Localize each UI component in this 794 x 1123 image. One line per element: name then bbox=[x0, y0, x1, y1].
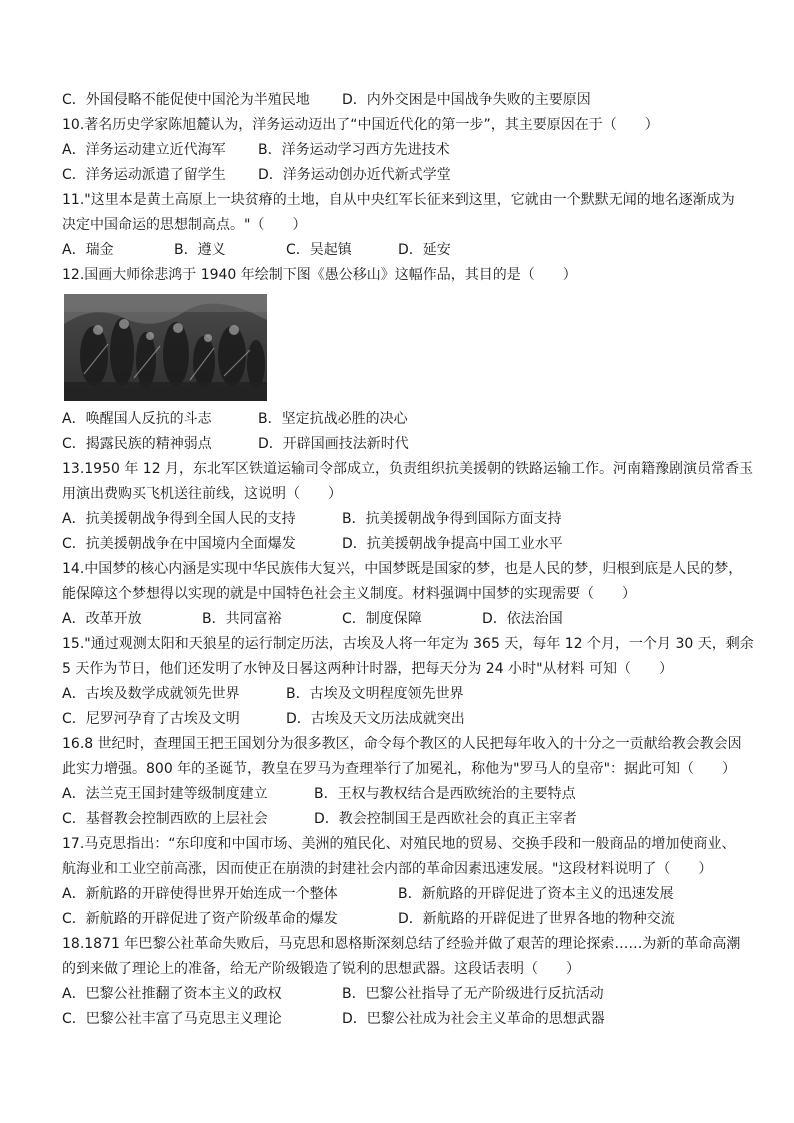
q13-option-b[interactable]: B．抗美援朝战争得到国际方面支持 bbox=[342, 511, 562, 527]
q13-options-row-1 bbox=[62, 507, 738, 532]
q10-options-row-2 bbox=[62, 163, 738, 188]
q11-stem-line-1: 11."这里本是黄土高原上一块贫瘠的土地，自从中央红军长征来到这里，它就由一个默默无闻的地名逐渐成为 bbox=[62, 192, 735, 208]
question-11 bbox=[62, 188, 738, 263]
q16-options-row-2 bbox=[62, 807, 738, 832]
q17-stem-line-2: 航海业和工业空前高涨，因而使正在崩溃的封建社会内部的革命因素迅速发展。"这段材料说明了（ ） bbox=[62, 861, 713, 877]
q18-option-b[interactable]: B．巴黎公社指导了无产阶级进行反抗活动 bbox=[342, 986, 604, 1002]
q14-options-row bbox=[62, 607, 738, 632]
q18-option-c[interactable]: C．巴黎公社丰富了马克思主义理论 bbox=[62, 1011, 282, 1027]
q15-stem-line-1: 15."通过观测太阳和天狼星的运行制定历法，古埃及人将一年定为 365 天，每年 12 个月，一个月 30 天，剩余 bbox=[62, 636, 754, 652]
q17-option-b[interactable]: B．新航路的开辟促进了资本主义的迅速发展 bbox=[398, 886, 674, 902]
q14-stem-line-1: 14.中国梦的核心内涵是实现中华民族伟大复兴，中国梦既是国家的梦，也是人民的梦，归根到底是人民的梦， bbox=[62, 561, 743, 577]
q12-option-a[interactable]: A．唤醒国人反抗的斗志 bbox=[62, 411, 212, 427]
q18-stem-line-1: 18.1871 年巴黎公社革命失败后，马克思和恩格斯深刻总结了经验并做了艰苦的理论探索……为新的革命高潮 bbox=[62, 936, 741, 952]
q10-stem: 10.著名历史学家陈旭麓认为，洋务运动迈出了“中国近代化的第一步”，其主要原因在于（ ） bbox=[62, 117, 659, 133]
q15-stem-line-2: 5 天作为节日，他们还发明了水钟及日晷这两种计时器，把每天分为 24 小时"从材料 可知（ ） bbox=[62, 661, 673, 677]
question-12 bbox=[62, 263, 738, 457]
q11-options-row bbox=[62, 238, 738, 263]
q16-options-row-1 bbox=[62, 782, 738, 807]
painting-illustration bbox=[64, 294, 267, 401]
q10-option-d[interactable]: D．洋务运动创办近代新式学堂 bbox=[258, 167, 451, 183]
q14-option-b[interactable]: B．共同富裕 bbox=[202, 611, 282, 627]
q17-stem-line-1: 17.马克思指出：“东印度和中国市场、美洲的殖民化、对殖民地的贸易、交换手段和一般商品的增加使商业、 bbox=[62, 836, 736, 852]
q18-option-d[interactable]: D．巴黎公社成为社会主义革命的思想武器 bbox=[342, 1011, 605, 1027]
q11-option-c[interactable]: C．吴起镇 bbox=[286, 242, 352, 258]
q11-option-d[interactable]: D．延安 bbox=[398, 242, 451, 258]
q15-option-a[interactable]: A．古埃及数学成就领先世界 bbox=[62, 686, 240, 702]
q11-option-a[interactable]: A．瑞金 bbox=[62, 242, 114, 258]
q17-option-a[interactable]: A．新航路的开辟使得世界开始连成一个整体 bbox=[62, 886, 338, 902]
q16-option-b[interactable]: B．王权与教权结合是西欧统治的主要特点 bbox=[314, 786, 576, 802]
q14-stem-line-2: 能保障这个梦想得以实现的就是中国特色社会主义制度。材料强调中国梦的实现需要（ ） bbox=[62, 586, 636, 602]
q13-option-d[interactable]: D．抗美援朝战争提高中国工业水平 bbox=[342, 536, 563, 552]
q13-stem-line-1: 13.1950 年 12 月，东北军区铁道运输司令部成立，负责组织抗美援朝的铁路运输工作。河南籍豫剧演员常香玉 bbox=[62, 461, 754, 477]
q16-option-d[interactable]: D．教会控制国王是西欧社会的真正主宰者 bbox=[314, 811, 577, 827]
q12-option-c[interactable]: C．揭露民族的精神弱点 bbox=[62, 436, 212, 452]
q9-option-c[interactable]: C．外国侵略不能促使中国沦为半殖民地 bbox=[62, 92, 310, 108]
q17-options-row-2 bbox=[62, 907, 738, 932]
q16-stem-line-2: 此实力增强。800 年的圣诞节，教皇在罗马为查理举行了加冕礼，称他为"罗马人的皇帝"：据此可知（ ） bbox=[62, 761, 737, 777]
q18-options-row-2 bbox=[62, 1007, 738, 1032]
q12-options-row-1 bbox=[62, 407, 738, 432]
q15-options-row-1 bbox=[62, 682, 738, 707]
q13-option-c[interactable]: C．抗美援朝战争在中国境内全面爆发 bbox=[62, 536, 296, 552]
q15-option-c[interactable]: C．尼罗河孕育了古埃及文明 bbox=[62, 711, 240, 727]
question-17 bbox=[62, 832, 738, 932]
q12-option-b[interactable]: B．坚定抗战必胜的决心 bbox=[258, 411, 408, 427]
q14-option-a[interactable]: A．改革开放 bbox=[62, 611, 142, 627]
question-13 bbox=[62, 457, 754, 557]
q17-options-row-1 bbox=[62, 882, 738, 907]
q13-options-row-2 bbox=[62, 532, 738, 557]
question-15 bbox=[62, 632, 754, 732]
q18-options-row-1 bbox=[62, 982, 738, 1007]
q9-options-row-2 bbox=[62, 88, 738, 113]
q16-stem-line-1: 16.8 世纪时，查理国王把王国划分为很多教区，命令每个教区的人民把每年收入的十分之一贡献给教会教会因 bbox=[62, 736, 742, 752]
q16-option-a[interactable]: A．法兰克王国封建等级制度建立 bbox=[62, 786, 268, 802]
question-list bbox=[62, 88, 754, 1032]
q11-option-b[interactable]: B．遵义 bbox=[174, 242, 226, 258]
q17-option-c[interactable]: C．新航路的开辟促进了资产阶级革命的爆发 bbox=[62, 911, 338, 927]
q13-stem-line-2: 用演出费购买飞机送往前线，这说明（ ） bbox=[62, 486, 342, 502]
q18-option-a[interactable]: A．巴黎公社推翻了资本主义的政权 bbox=[62, 986, 282, 1002]
q14-option-d[interactable]: D．依法治国 bbox=[482, 611, 563, 627]
question-18 bbox=[62, 932, 741, 1032]
q16-option-c[interactable]: C．基督教会控制西欧的上层社会 bbox=[62, 811, 268, 827]
q9-option-d[interactable]: D．内外交困是中国战争失败的主要原因 bbox=[342, 92, 591, 108]
q13-option-a[interactable]: A．抗美援朝战争得到全国人民的支持 bbox=[62, 511, 296, 527]
q10-option-c[interactable]: C．洋务运动派遣了留学生 bbox=[62, 167, 226, 183]
q10-option-b[interactable]: B．洋务运动学习西方先进技术 bbox=[258, 142, 450, 158]
q15-options-row-2 bbox=[62, 707, 738, 732]
q11-stem-line-2: 决定中国命运的思想制高点。"（ ） bbox=[62, 217, 307, 233]
q18-stem-line-2: 的到来做了理论上的准备，给无产阶级锻造了锐利的思想武器。这段话表明（ ） bbox=[62, 961, 580, 977]
q10-options-row-1 bbox=[62, 138, 738, 163]
question-16 bbox=[62, 732, 742, 832]
q10-option-a[interactable]: A．洋务运动建立近代海军 bbox=[62, 142, 226, 158]
yugong-painting-image bbox=[64, 294, 267, 401]
q15-option-d[interactable]: D．古埃及天文历法成就突出 bbox=[286, 711, 465, 727]
question-14 bbox=[62, 557, 743, 632]
q14-option-c[interactable]: C．制度保障 bbox=[342, 611, 422, 627]
question-10 bbox=[62, 113, 738, 188]
q12-stem: 12.国画大师徐悲鸿于 1940 年绘制下图《愚公移山》这幅作品，其目的是（ ） bbox=[62, 267, 577, 283]
q12-option-d[interactable]: D．开辟国画技法新时代 bbox=[258, 436, 409, 452]
q12-options-row-2 bbox=[62, 432, 738, 457]
q15-option-b[interactable]: B．古埃及文明程度领先世界 bbox=[286, 686, 464, 702]
q17-option-d[interactable]: D．新航路的开辟促进了世界各地的物种交流 bbox=[398, 911, 675, 927]
